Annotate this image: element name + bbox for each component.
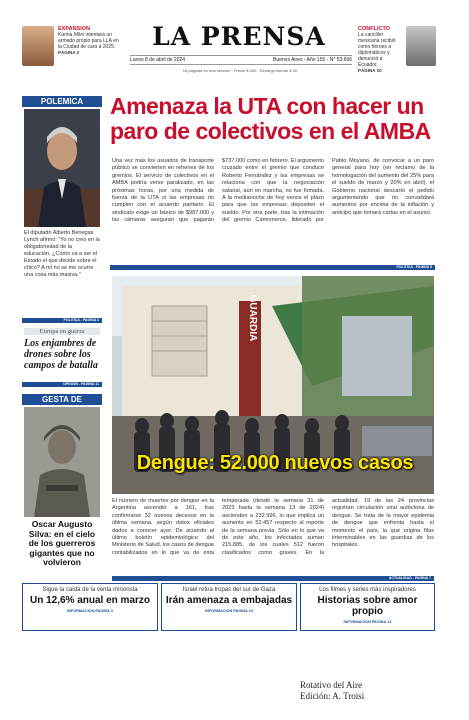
teaser-expansion[interactable] <box>22 26 122 78</box>
teaser-photo <box>22 26 54 66</box>
lead-headline[interactable]: Amenaza la UTA con hacer un paro de colectivos en el AMBA <box>110 93 431 144</box>
europa-footer: OPINION - PAGINA 11 <box>22 382 102 387</box>
box-page: INFORMACION PAGINA 10 <box>205 609 253 613</box>
dengue-headline[interactable]: Dengue: 52.000 nuevos casos <box>136 452 414 474</box>
box-headline: Un 12,6% anual en marzo <box>29 595 151 606</box>
teaser-kicker: CONFLICTO <box>358 26 390 32</box>
europa-kicker: Europa en guerra <box>24 328 100 335</box>
soldier-photo <box>24 407 100 517</box>
box-headline: Irán amenaza a embajadas <box>165 595 293 606</box>
dengue-body: El número de muertes por dengue en la Argentina ascendió a 161, tras confirmarse 32 nuevos decesos en la última semana, según datos oficiales dados a conocer ayer. De acuerdo al último boletín epidemiológico del Ministerio de Salud, los casos de dengue contabilizados en lo que va de esta temporada (desde la semana 31 de 2023 hasta la semana 13 de 2024) ascienden a 232.996, lo que implica un aumento en 52.457 respecto al reporte de la semana previa. Sólo en lo que va de este año, los infectados suman 215.885, de los cuales 512 fueron clasificados como graves. En la actualidad, 19 de las 24 provincias registran circulación viral autóctona de dengue. Se trata de la mayor epidemia de dengue que enfrenta hasta el momento el país, la que origina filas interminables en las guardias de los hospitales. <box>112 498 434 556</box>
bottom-box-filmes[interactable] <box>300 583 435 631</box>
price-line: 16 páginas en una sección - Precio $ 400 - Recargo interior $ 30 <box>182 68 298 73</box>
box-headline: Historias sobre amor propio <box>317 595 418 617</box>
teaser-page: PÁGINA 2 <box>58 50 80 55</box>
dengue-footer: ACTUALIDAD - PAGINA 7 <box>112 576 434 581</box>
bottom-box-iran[interactable] <box>161 583 297 631</box>
malvinas-headline[interactable]: Oscar Augusto Silva: en el cielo de los guerreros gigantes que no volvieron <box>28 519 96 567</box>
newspaper-front-page <box>20 20 435 635</box>
box-page: INFORMACION PAGINA 3 <box>67 609 113 613</box>
bottom-box-venta[interactable] <box>22 583 158 631</box>
lead-footer: POLITICA - PAGINA 5 <box>110 265 435 270</box>
europa-headline[interactable]: Los enjambres de drones sobre los campos de batalla <box>24 338 98 371</box>
box-kicker: Sigue la caída de la venta minorista <box>42 587 138 593</box>
box-page: INFORMACION PAGINA 12 <box>343 620 392 624</box>
dateline <box>130 55 352 65</box>
teaser-text: Karina Milei intentará un armado propio para LLA en la Ciudad de cara a 2025. <box>58 32 119 50</box>
teaser-photo <box>406 26 436 66</box>
teaser-page: PÁGINA 10 <box>358 68 382 73</box>
section-malvinas: GESTA DE <box>22 394 102 405</box>
colophon-line2: Edición: A. Troisi <box>300 691 365 701</box>
newspaper-logo: LA PRENSA <box>152 22 326 51</box>
polemica-text: El diputado Alberto Benegas Lynch afirmó: "Yo no creo en la obligatoriedad de la educación. ¿Cómo va a ser el Estado el que decide sobre el chico? A mí no se me ocurre una cosa más masiva." <box>24 230 100 278</box>
teaser-conflicto[interactable] <box>358 26 436 78</box>
colophon <box>300 680 450 702</box>
section-polemica: POLEMICA <box>22 96 102 107</box>
benegas-lynch-photo <box>24 109 100 227</box>
polemica-footer: POLITICA - PAGINA 3 <box>22 318 102 323</box>
box-kicker: Los filmes y series más inspiradores <box>319 587 416 593</box>
guardia-sign: GUARDIA <box>247 294 258 342</box>
issue-edition: Buenos Aires - Año 155 - N° 53.696 <box>273 57 352 63</box>
colophon-line1: Rotativo del Aire <box>300 680 362 690</box>
lead-body: Una vez más los usuarios de transporte público se convierten en rehenes de los gremios. El servicio de colectivos en el AMBA podría verse paralizado, en las próximas horas, por una medida de fuerza de la UTA si las empresas no cumplen con el acuerdo paritario. El sindicato exige un básico de $987.000 y las cámaras aseguran que pagarán $737.000 como en febrero. El argumento cruzado entre el gremio que conduce Roberto Fernández y las empresas se relaciona con que la negociación salarial, aún en marcha, no fue firmada. A la medianoche de hoy vence el plazo para que las empresas depositen el sueldo. Por otra parte, tras la intimación del gremio Camioneros, liderado por Pablo Moyano, de convocar a un paro general para hoy (en reclamo de la homologación del aumento del 25% para el sueldo de marzo y 20% en abril), el Gobierno nacional descartó el pedido argumentando que no convalidará aumentos por encima de la inflación y anticipó que tomará cartas en el asunto. <box>112 158 434 224</box>
teaser-text: La canciller mexicana recibió como héroes a diplomáticos y denunció a Ecuador. <box>358 32 396 68</box>
issue-date: Lunes 8 de abril de 2024 <box>130 57 186 63</box>
box-kicker: Israel retira tropas del sur de Gaza <box>182 587 276 593</box>
teaser-kicker: EXPANSION <box>58 26 90 32</box>
